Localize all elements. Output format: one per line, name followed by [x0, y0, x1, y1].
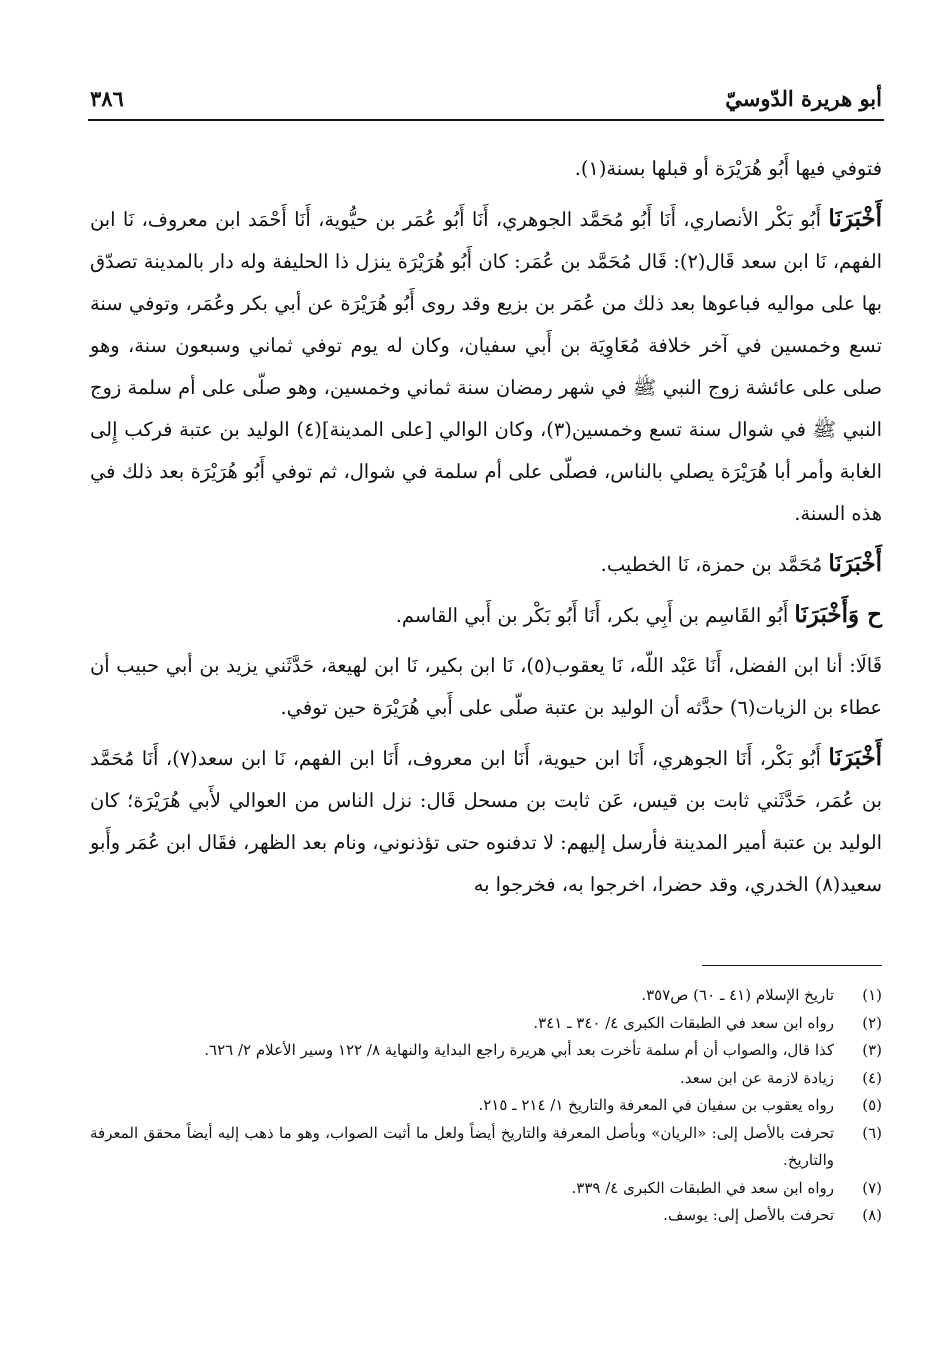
- footnote-number: (٣): [862, 1041, 882, 1059]
- isnad-keyword: ح وَأَخْبَرَنَا: [794, 601, 882, 628]
- footnote-number: (٨): [862, 1206, 882, 1224]
- footnote-text: تحرفت بالأصل إلى: «الريان» وبأصل المعرفة والتاريخ أيضاً ولعل ما أثبت الصواب، وهو ما ذهب إليه أيضاً محقق المعرفة والتاريخ.: [90, 1123, 834, 1169]
- footnote-number: (٢): [862, 1013, 882, 1032]
- footnote-text: رواه يعقوب بن سفيان في المعرفة والتاريخ ١/ ٢١٤ ـ ٢١٥.: [478, 1096, 834, 1114]
- footnote: [90, 1175, 882, 1203]
- footnote-number: (١): [862, 986, 882, 1004]
- header-rule: [88, 119, 884, 121]
- running-title: أبو هريرة الدّوسيّ: [725, 86, 882, 111]
- paragraph-text: فتوفي فيها أَبُو هُرَيْرَة أو قبلها بسنة(١).: [574, 157, 882, 180]
- paragraph-text: قَالَا: أنا ابن الفضل، أَنَا عَبْد اللّه، نَا يعقوب(٥)، نَا ابن بكير، نَا ابن لهيعة، حَدَّثَني يزيد بن أبي حبيب أن عطاء بن الزيات(٦) حدَّثه أن الوليد بن عتبة صلّى على أَبي هُرَيْرَة حين توفي.: [90, 654, 882, 719]
- footnote: [90, 1037, 882, 1065]
- paragraph-text: أَبُو بَكْر، أَنَا الجوهري، أَنَا ابن حيوية، أَنَا ابن معروف، أَنَا ابن الفهم، نَا ابن سعد(٧)، أَنَا مُحَمَّد بن عُمَر، حَدَّثَني ثابت بن قيس، عَن ثابت بن مسحل قَال: نزل الناس من العوالي لأَبي هُرَيْرَة؛ كان الوليد بن عتبة أمير المدينة فأرسل إليهم: لا تدفنوه حتى تؤذنوني، ونام بعد الظهر، فقَال ابن عُمَر وأَبو سعيد(٨) الخدري، وقد حضرا، اخرجوا به، فخرجوا به: [90, 747, 882, 896]
- footnote: [90, 1010, 882, 1038]
- isnad-keyword: أَخْبَرَنَا: [828, 550, 882, 577]
- paragraph: [90, 645, 882, 729]
- footnote: [90, 1065, 882, 1093]
- footnote: [90, 1092, 882, 1120]
- footnote-number: (٤): [862, 1068, 882, 1087]
- footnote-text: زيادة لازمة عن ابن سعد.: [679, 1068, 834, 1087]
- isnad-keyword: أَخْبَرَنَا: [828, 205, 882, 232]
- paragraph-text: أَبُو بَكْر الأنصاري، أَنَا أَبُو مُحَمَّد الجوهري، أَنَا أَبُو عُمَر بن حيُّوية، أَنَا أَحْمَد ابن معروف، نَا ابن الفهم، نَا ابن سعد قَال(٢): قَال مُحَمَّد بن عُمَر: كان أَبُو هُرَيْرَة ينزل ذا الحليفة وله دار بالمدينة تصدّق بها على مواليه فباعوها بعد ذلك من عُمَر بن بزيع وقد روى أَبُو هُرَيْرَة عن أبي بكر وعُمَر، وتوفي سنة تسع وخمسين في آخر خلافة مُعَاوِيَة بن أَبي سفيان، وكان له يوم توفي ثماني وسبعون سنة، وهو صلى على عائشة زوج النبي ﷺ في شهر رمضان سنة ثماني وخمسين، وهو صلّى على أم سلمة زوج النبي ﷺ في شوال سنة تسع وخمسين(٣)، وكان الوالي [على المدينة](٤) الوليد بن عتبة فركب إِلى الغابة وأمر أبا هُرَيْرَة يصلي بالناس، فصلّى على أم سلمة في شوال، ثم توفي أَبُو هُرَيْرَة بعد ذلك في هذه السنة.: [90, 208, 882, 525]
- footnote: [90, 982, 882, 1010]
- isnad-keyword: أَخْبَرَنَا: [828, 744, 882, 771]
- paragraph-text: مُحَمَّد بن حمزة، نَا الخطيب.: [600, 553, 829, 576]
- footnote-separator: [702, 965, 882, 966]
- paragraph: [90, 198, 882, 535]
- footnote-number: (٦): [862, 1123, 882, 1142]
- paragraph: [90, 594, 882, 637]
- footnote-text: رواه ابن سعد في الطبقات الكبرى ٤/ ٣٤٠ ـ ٣٤١.: [533, 1013, 834, 1032]
- footnote-number: (٧): [862, 1178, 882, 1197]
- paragraph: [90, 148, 882, 190]
- footnote: [90, 1202, 882, 1230]
- footnote: [90, 1120, 882, 1175]
- paragraph: [90, 543, 882, 586]
- footnote-text: تاريخ الإسلام (٤١ ـ ٦٠) ص٣٥٧.: [641, 986, 834, 1004]
- footnote-text: رواه ابن سعد في الطبقات الكبرى ٤/ ٣٣٩.: [571, 1178, 834, 1197]
- paragraph-text: أَبُو القَاسِم بن أَبِي بكر، أَنَا أَبُو بَكْر بن أَبي القاسم.: [395, 604, 795, 627]
- footnote-text: تحرفت بالأصل إلى: يوسف.: [663, 1206, 834, 1224]
- footnotes: [90, 982, 882, 1230]
- footnote-number: (٥): [862, 1096, 882, 1114]
- running-header: [90, 86, 882, 114]
- main-text: [90, 148, 882, 906]
- page-number: ٣٨٦: [90, 86, 124, 111]
- paragraph: [90, 737, 882, 906]
- footnote-text: كذا قال، والصواب أن أم سلمة تأخرت بعد أبي هريرة راجع البداية والنهاية ٨/ ١٢٢ وسير الأعلام ٢/ ٦٢٦.: [204, 1041, 834, 1059]
